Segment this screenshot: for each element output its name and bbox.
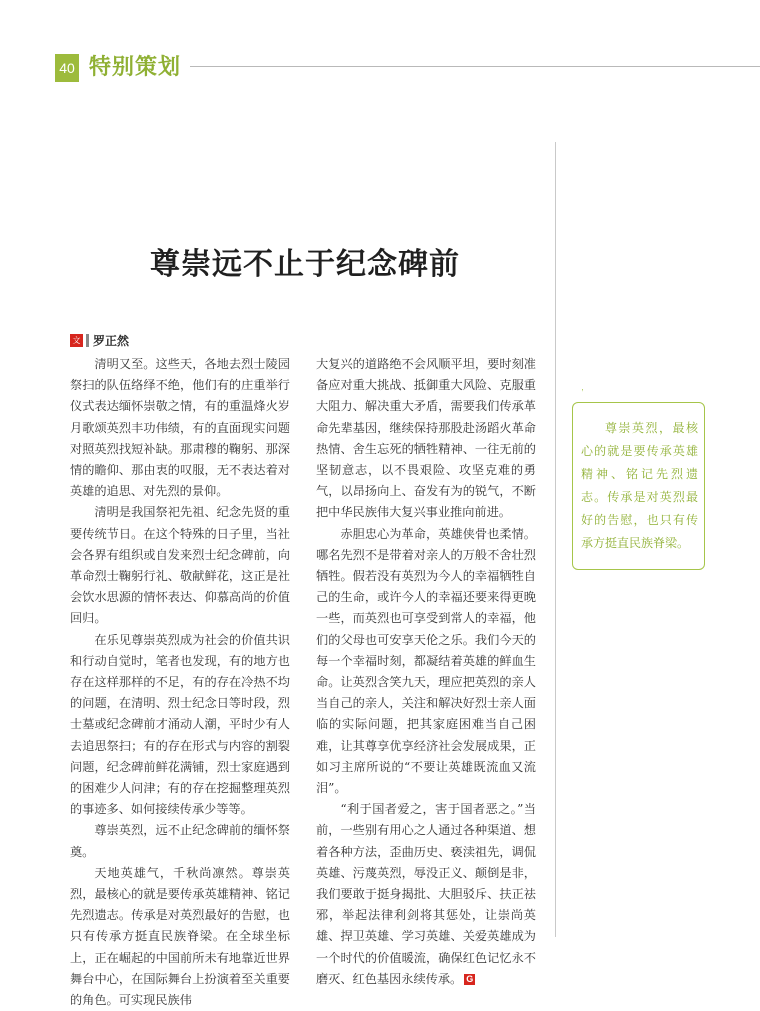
- paragraph: 尊崇英烈，远不止纪念碑前的缅怀祭奠。: [70, 823, 290, 859]
- paragraph: 在乐见尊崇英烈成为社会的价值共识和行动自觉时，笔者也发现，有的地方也存在这样那样的不足，有的存在冷热不均的问题，在清明、烈士纪念日等时段，烈士墓或纪念碑前才涌动人潮，平时少有人去追思祭扫；有的存在形式与内容的割裂问题，纪念碑前鲜花满铺，烈士家庭遇到的困难少人问津；有的存在挖掘整理英烈的事迹多、如何接续传承少等等。: [70, 632, 290, 817]
- byline-divider: [86, 334, 89, 347]
- section-title: 特别策划: [89, 55, 182, 80]
- page-number: 40: [55, 54, 79, 82]
- byline-wen-icon: 文: [70, 334, 83, 347]
- paragraph: 清明又至。这些天，各地去烈士陵园祭扫的队伍络绎不绝，他们有的庄重举行仪式表达缅怀崇敬之情，有的重温烽火岁月歌颂英烈丰功伟绩，有的直面现实问题对照英烈找短补缺。那肃穆的鞠躬、那深情的瞻仰、那由衷的叹服，无不表达着对英雄的追思、对先烈的景仰。: [70, 357, 290, 499]
- column-divider: [555, 142, 556, 937]
- pull-quote: [572, 402, 705, 570]
- body-column-right: [316, 354, 536, 990]
- paragraph-text: “利于国者爱之，害于国者恶之。”当前，一些别有用心之人通过各种渠道、想着各种方法，歪曲历史、亵渎祖先，调侃英雄、污蔑英烈，辱没正义、颠倒是非，我们要敢于挺身揭批、大胆驳斥、扶正祛邪，举起法律利剑将其惩处，让崇尚英雄、捍卫英雄、学习英雄、关爱英雄成为一个时代的价值暖流，确保红色记忆永不磨灭、红色基因永续传承。: [316, 802, 536, 986]
- byline: [70, 331, 129, 349]
- paragraph: 大复兴的道路绝不会风顺平坦，要时刻准备应对重大挑战、抵御重大风险、克服重大阻力、解决重大矛盾，需要我们传承革命先辈基因，继续保持那股赴汤蹈火革命热情、舍生忘死的牺牲精神、一往无前的坚韧意志，以不畏艰险、攻坚克难的勇气，以昂扬向上、奋发有为的锐气，不断把中华民族伟大复兴事业推向前进。: [316, 357, 536, 520]
- header-divider: [190, 66, 760, 67]
- callout-tail: [582, 389, 594, 403]
- paragraph: 天地英雄气，千秋尚凛然。尊崇英烈，最核心的就是要传承英雄精神、铭记先烈遗志。传承是对英烈最好的告慰，也只有传承方挺直民族脊梁。在全球坐标上，正在崛起的中国前所未有地靠近世界舞台中心，在国际舞台上扮演着至关重要的角色。可实现民族伟: [70, 865, 290, 1008]
- paragraph: 清明是我国祭祀先祖、纪念先贤的重要传统节日。在这个特殊的日子里，当社会各界有组织或自发来烈士纪念碑前，向革命烈士鞠躬行礼、敬献鲜花，这正是社会饮水思源的情怀表达、仰慕高尚的价值回归。: [70, 505, 290, 626]
- body-column-left: [70, 354, 290, 1011]
- pull-quote-text: 尊崇英烈，最核心的就是要传承英雄精神、铭记先烈遗志。传承是对英烈最好的告慰，也只有传承方挺直民族脊梁。: [581, 421, 698, 550]
- end-mark-icon: G: [466, 973, 474, 984]
- author-name: 罗正然: [93, 333, 130, 348]
- article-title: 尊崇远不止于纪念碑前: [150, 247, 460, 283]
- paragraph: 赤胆忠心为革命，英雄侠骨也柔情。哪名先烈不是带着对亲人的万般不舍壮烈牺牲。假若没有英烈为今人的幸福牺牲自己的生命，或许今人的幸福还要来得更晚一些，而英烈也可享受到常人的幸福，他们的父母也可安享天伦之乐。我们今天的每一个幸福时刻，都凝结着英雄的鲜血生命。让英烈含笑九天，理应把英烈的亲人当自己的亲人，关注和解决好烈士亲人面临的实际问题，把其家庭困难当自己困难，让其尊享优享经济社会发展成果，正如习主席所说的“不要让英雄既流血又流泪”。: [316, 526, 536, 796]
- paragraph: [316, 799, 536, 990]
